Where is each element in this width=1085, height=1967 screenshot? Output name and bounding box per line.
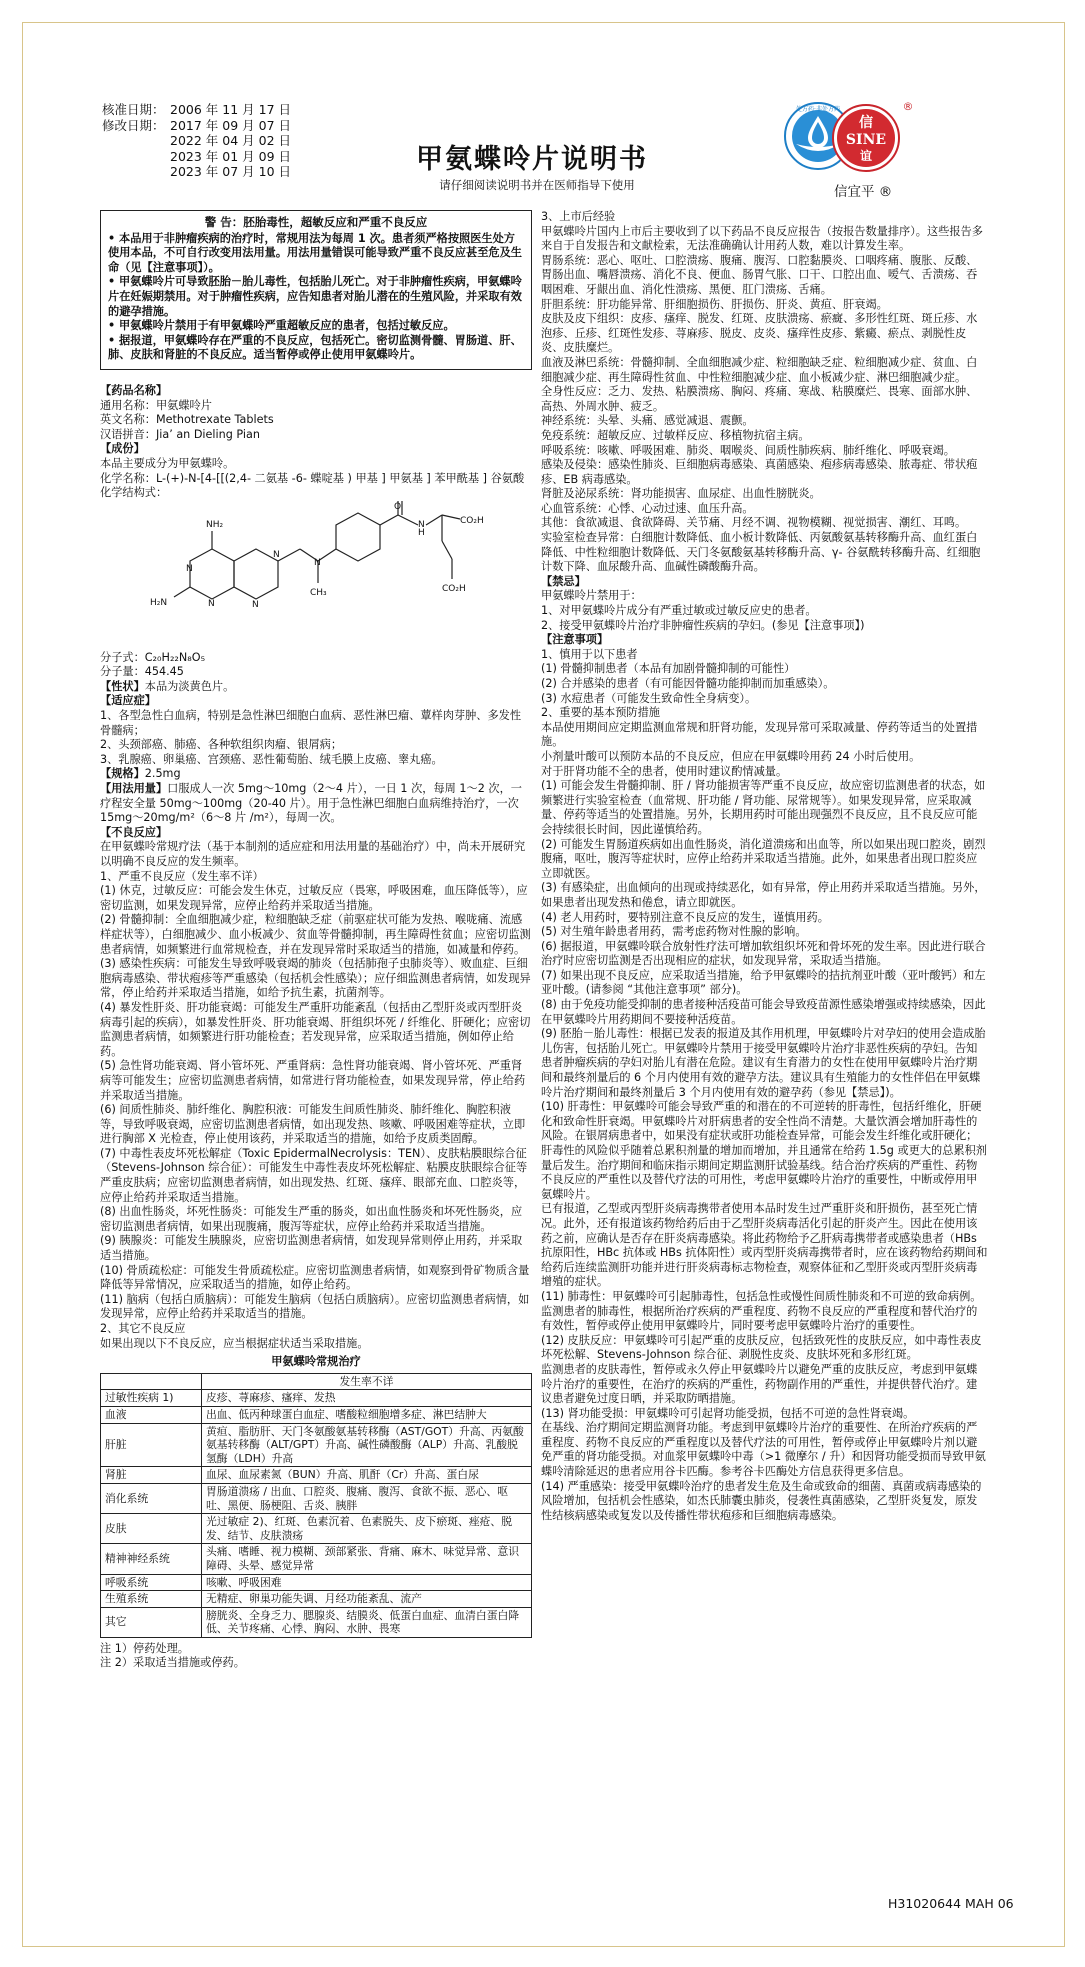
sine-logo-top: 信 xyxy=(859,115,873,131)
paragraph: 2、其它不良反应 xyxy=(100,1322,186,1335)
paragraph: 化学名称：L-(+)-N-[4-[[(2,4- 二氨基 -6- 蝶啶基 ) 甲基 ] 甲氨基 ] 苯甲酰基 ] 谷氨酸 xyxy=(100,471,525,485)
paragraph: (11) 肺毒性：甲氨蝶呤可引起肺毒性，包括急性或慢性间质性肺炎和不可逆的致命病例。监测患者的肺毒性，根据所治疗疾病的严重程度、药物不良反应的严重程度和替代治疗的有效性，暂停或停止使用甲氨蝶呤片，同时要考虑甲氨蝶呤片治疗的重要性。 xyxy=(541,1289,982,1333)
paragraph: (3) 水痘患者（可能发生致命性全身病变）。 xyxy=(541,691,757,705)
section-heading: 【注意事项】 xyxy=(541,633,609,647)
sine-logo-bottom: 谊 xyxy=(859,149,873,163)
paragraph: 胃肠系统：恶心、呕吐、口腔溃疡、腹痛、腹泻、口腔黏膜炎、口咽疼痛、腹胀、反酸、胃肠出血、嘴唇溃疡、消化不良、便血、肠胃气胀、口干、口腔出血、嗳气、舌溃疡、吞咽困难、牙龈出血、消化性溃疡、黑便、肛门溃疡、舌痛。 xyxy=(541,253,978,296)
paragraph: 实验室检查异常：白细胞计数降低、血小板计数降低、丙氨酸氨基转移酶升高、血红蛋白降低、中性粒细胞计数降低、天门冬氨酸氨基转移酶升高、γ- 谷氨酰转移酶升高、红细胞计数下降、血尿酸升高、血碱性磷酸酶升高。 xyxy=(541,531,981,574)
table-row xyxy=(101,1514,532,1544)
paragraph: 本品主要成分为甲氨蝶呤。 xyxy=(100,456,235,470)
system-cell: 过敏性疾病 1) xyxy=(101,1390,202,1407)
paragraph: 【规格】2.5mg xyxy=(100,767,181,781)
chemical-structure xyxy=(130,501,490,651)
atom-label: N xyxy=(208,598,215,609)
paragraph: (5) 急性肾功能衰竭、肾小管坏死、严重肾病：急性肾功能衰竭、肾小管坏死、严重肾病等可能发生；应密切监测患者病情，如常进行肾功能检查，如果发现异常，停止给药并采取适当措施。 xyxy=(100,1059,526,1102)
paragraph: (10) 肝毒性：甲氨蝶呤可能会导致严重的和潜在的不可逆转的肝毒性，包括纤维化，肝硬化和致命性肝衰竭。甲氨蝶呤片对肝病患者的安全性尚不清楚。大量饮酒会增加肝毒性的风险。在银屑病患者中，如果没有症状或肝功能检查异常，可能会发生纤维化或肝硬化；肝毒性的风险似乎随着总累积剂量的增加而增加，并且通常在给药 1.5g 或更大的总累积剂量后发生。治疗期间和临床指示期间定期监测肝试验基线。结合治疗疾病的严重性、药物不良反应的严重性以及替代疗法的可用性，考虑甲氨蝶呤片治疗的重要性，中断或停用甲氨蝶呤片。 xyxy=(541,1100,987,1201)
reaction-cell: 胃肠道溃疡 / 出血、口腔炎、腹痛、腹泻、食欲不振、恶心、呕吐、黑便、肠梗阻、舌炎、胰胖 xyxy=(202,1483,532,1513)
paragraph: 呼吸系统：咳嗽、呼吸困难、肺炎、咽喉炎、间质性肺疾病、肺纤维化、呼吸衰竭。 xyxy=(541,443,955,457)
warning-item: • 甲氨蝶呤片可导致胚胎－胎儿毒性，包括胎儿死亡。对于非肿瘤性疾病，甲氨蝶呤片在妊娠期禁用。对于肿瘤性疾病，应告知患者对胎儿潜在的生殖风险，并采取有效的避孕措施。 xyxy=(108,275,522,318)
inline-heading: 【用法用量】 xyxy=(100,782,168,796)
section-heading: 【禁忌】 xyxy=(541,574,586,588)
document-title: 甲氨蝶呤片说明书 xyxy=(416,144,648,175)
sine-logo-icon xyxy=(818,100,914,184)
paragraph: 英文名称：Methotrexate Tablets xyxy=(100,413,274,427)
paragraph: 肝胆系统：肝功能异常、肝细胞损伤、肝损伤、肝炎、黄疸、肝衰竭。 xyxy=(541,297,888,311)
paragraph: (13) 肾功能受损：甲氨蝶呤可引起肾功能受损，包括不可逆的急性肾衰竭。 xyxy=(541,1406,915,1420)
paragraph: 【性状】本品为淡黄色片。 xyxy=(100,679,235,693)
structure-bonds xyxy=(174,501,460,599)
table-note: 注 2）采取适当措施或停药。 xyxy=(100,1656,245,1670)
table-row xyxy=(101,1544,532,1574)
section-heading: 【药品名称】 xyxy=(100,383,168,397)
table-row xyxy=(101,1406,532,1423)
section-heading: 【不良反应】 xyxy=(100,825,168,839)
paragraph: (4) 暴发性肝炎、肝功能衰竭：可能发生严重肝功能紊乱（包括由乙型肝炎或丙型肝炎病毒引起的疾病），如暴发性肝炎、肝功能衰竭、肝组织坏死 / 纤维化、肝硬化；应密切监测患者病情，如频繁进行肝功能检查；若发现异常，应采取适当措施，例如停止给药。 xyxy=(100,1000,531,1058)
paragraph: (3) 感染性疾病：可能发生导致呼吸衰竭的肺炎（包括肺孢子虫肺炎等）、败血症、巨细胞病毒感染、带状疱疹等严重感染（包括机会性感染）；应仔细监测患者病情，如发现异常，停止给药并采取适当措施，如给予抗生素，抗菌剂等。 xyxy=(100,957,531,1000)
table-note: 注 1）停药处理。 xyxy=(100,1641,189,1655)
table-header-cell: 发生率不详 xyxy=(202,1373,532,1390)
date-row: 2022 年 04 月 02 日 xyxy=(170,133,291,148)
table-row xyxy=(101,1483,532,1513)
paragraph: 1、对甲氨蝶呤片成分有严重过敏或过敏反应史的患者。 xyxy=(541,604,817,618)
reaction-cell: 血尿、血尿素氮（BUN）升高、肌酐（Cr）升高、蛋白尿 xyxy=(202,1467,532,1484)
indications-adverse-section xyxy=(100,651,532,1352)
table-row xyxy=(101,1607,532,1637)
atom-label: H xyxy=(418,527,425,538)
warning-item: • 甲氨蝶呤片禁用于有甲氨蝶呤严重超敏反应的患者，包括过敏反应。 xyxy=(108,319,455,333)
section-heading: 【适应症】 xyxy=(100,694,156,708)
paragraph: 本品使用期间应定期监测血常规和肝肾功能，发现异常可采取减量、停药等适当的处置措施。 xyxy=(541,720,978,749)
atom-label: CO₂H xyxy=(442,583,466,594)
paragraph: (6) 据报道，甲氨蝶呤联合放射性疗法可增加软组织坏死和骨坏死的发生率。因此进行联合治疗时应密切监测是否出现相应的症状，如发现异常，采取适当措施。 xyxy=(541,939,986,968)
system-cell: 精神神经系统 xyxy=(101,1544,202,1574)
warning-title: 警 告：胚胎毒性，超敏反应和严重不良反应 xyxy=(204,215,428,229)
paragraph: (2) 合并感染的患者（有可能因骨髓功能抑制而加重感染）。 xyxy=(541,677,835,690)
reaction-cell: 出血、低丙种球蛋白血症、嗜酸粒细胞增多症、淋巴结肿大 xyxy=(202,1406,532,1423)
reaction-cell: 皮疹、荨麻疹、瘙痒、发热 xyxy=(202,1390,532,1407)
paragraph: 汉语拼音：Jia’ an Dieling Pian xyxy=(100,427,260,441)
atom-label: CH₃ xyxy=(310,587,327,598)
paragraph: 甲氨蝶呤片禁用于： xyxy=(541,589,642,603)
reaction-cell: 咳嗽、呼吸困难 xyxy=(202,1574,532,1591)
system-cell: 生殖系统 xyxy=(101,1591,202,1608)
paragraph: 1、慎用于以下患者 xyxy=(541,647,638,661)
left-column xyxy=(100,210,532,1671)
system-cell: 消化系统 xyxy=(101,1483,202,1513)
paragraph: 分子量：454.45 xyxy=(100,665,184,679)
paragraph: 1、严重不良反应（发生率不详） xyxy=(100,869,264,883)
paragraph: 肾脏及泌尿系统：肾功能损害、血尿症、出血性膀胱炎。 xyxy=(541,487,821,501)
paragraph: (12) 皮肤反应：甲氨蝶呤可引起严重的皮肤反应，包括致死性的皮肤反应，如中毒性表皮坏死松解、Stevens-Johnson 综合征、剥脱性皮炎、皮肤坏死和多形红斑。 xyxy=(541,1333,982,1362)
paragraph: (6) 间质性肺炎、肺纤维化、胸腔积液：可能发生间质性肺炎、肺纤维化、胸腔积液等，导致呼吸衰竭，应密切监测患者病情，如出现发热、咳嗽、呼吸困难等症状，立即进行胸部 X 光检查，停止使用该药，并采取适当的措施，如给予皮质类固醇。 xyxy=(100,1103,526,1146)
paragraph: 化学结构式： xyxy=(100,486,168,500)
system-cell: 肝脏 xyxy=(101,1423,202,1467)
atom-label: H₂N xyxy=(150,597,168,608)
system-cell: 其它 xyxy=(101,1607,202,1637)
date-row: 2023 年 07 月 10 日 xyxy=(170,164,291,179)
paragraph: (1) 可能会发生骨髓抑制、肝 / 肾功能损害等严重不良反应，故应密切监测患者的状态，如频繁进行实验室检查（血常规、肝功能 / 肾功能、尿常规等）。如果发现异常，应采取减量、停药等适当的处置措施。另外，长期用药时可能出现强烈不良反应，且不良反应可能会持续很长时间，因此谨慎给药。 xyxy=(541,779,986,836)
paragraph: (2) 可能发生胃肠道疾病如出血性肠炎，消化道溃疡和出血等，所以如果出现口腔炎，剧烈腹痛，呕吐，腹泻等症状时，应停止给药并采取适当措施。此外，如果患者出现口腔炎应立即就医。 xyxy=(541,837,986,880)
document-subtitle: 请仔细阅读说明书并在医师指导下使用 xyxy=(439,178,635,192)
table-row xyxy=(101,1574,532,1591)
reaction-cell: 黄疸、脂肪肝、天门冬氨酸氨基转移酶（AST/GOT）升高、丙氨酸氨基转移酶（ALT/GPT）升高、碱性磷酸酶（ALP）升高、乳酸脱氢酶（LDH）升高 xyxy=(202,1423,532,1467)
paragraph: (4) 老人用药时，要特别注意不良反应的发生，谨慎用药。 xyxy=(541,910,829,924)
paragraph: 在基线、治疗期间定期监测肾功能。考虑到甲氨蝶呤片治疗的重要性、在所治疗疾病的严重程度、药物不良反应的严重程度以及替代疗法的可用性，暂停或停止甲氨蝶呤片剂以避免严重的肾功能受损。对血浆甲氨蝶呤中毒（>1 微摩尔 / 升）和因肾功能受损而导致甲氨蝶呤清除延迟的患者应用谷卡匹酶。参考谷卡匹酶处方信息获得更多信息。 xyxy=(541,1421,986,1479)
boxed-warning xyxy=(100,210,532,370)
paragraph: (2) 骨髓抑制：全血细胞减少症，粒细胞缺乏症（前驱症状可能为发热、喉咙痛、流感样症状等），白细胞减少、血小板减少、贫血等骨髓抑制，再生障碍性贫血；应密切监测患者病情，如频繁进行血常规检查，并在发现异常时采取适当的措施，如减量和停药。 xyxy=(100,913,531,956)
table-row xyxy=(101,1423,532,1467)
adverse-reaction-table xyxy=(100,1373,532,1638)
atom-label: N xyxy=(314,557,321,568)
paragraph: 3、上市后经验 xyxy=(541,210,616,223)
paragraph: (14) 严重感染：接受甲氨蝶呤治疗的患者发生危及生命或致命的细菌、真菌或病毒感染的风险增加，包括机会性感染，如杰氏肺囊虫肺炎，侵袭性真菌感染，乙型肝炎复发，原发性结核病感染或复发以及传播性带状疱疹和巨细胞病毒感染。 xyxy=(541,1479,982,1522)
paragraph: (9) 胰腺炎：可能发生胰腺炎，应密切监测患者病情，如发现异常则停止用药，并采取适当措施。 xyxy=(100,1234,523,1263)
atom-label: N xyxy=(418,519,425,530)
table-row xyxy=(101,1467,532,1484)
atom-label: N xyxy=(186,563,193,574)
warning-item: • 据报道，甲氨蝶呤存在严重的不良反应，包括死亡。密切监测骨髓、胃肠道、肝、肺、皮肤和肾脏的不良反应。适当暂停或停止使用甲氨蝶呤片。 xyxy=(108,333,522,362)
drug-info-section xyxy=(100,384,532,501)
paragraph: 免疫系统：超敏反应、过敏样反应、移植物抗宿主病。 xyxy=(541,428,810,442)
paragraph: 如果出现以下不良反应，应当根据症状适当采取措施。 xyxy=(100,1336,369,1350)
registered-mark: ® xyxy=(902,100,914,113)
paragraph: 在甲氨蝶呤常规疗法（基于本制剂的适应症和用法用量的基础治疗）中，尚未开展研究以明确不良反应的发生频率。 xyxy=(100,840,526,868)
otc-logo-text: 处方药·非处方药 xyxy=(796,106,840,113)
paragraph: (1) 骨髓抑制患者（本品有加剧骨髓抑制的可能性） xyxy=(541,662,796,676)
system-cell: 呼吸系统 xyxy=(101,1574,202,1591)
system-cell: 血液 xyxy=(101,1406,202,1423)
reaction-cell: 光过敏症 2)、红斑、色素沉着、色素脱失、皮下瘀斑、痤疮、脱发、结节、皮肤溃疡 xyxy=(202,1514,532,1544)
paragraph: 已有报道，乙型或丙型肝炎病毒携带者使用本品时发生过严重肝炎和肝损伤，甚至死亡情况。此外，还有报道该药物给药后由于乙型肝炎病毒活化引起的肝炎产生。因此在使用该药之前，应确认是否存在肝炎病毒感染。将此药物给予乙肝病毒携带者或感染患者（HBs 抗原阳性，HBc 抗体或 HBs 抗体阳性）或丙型肝炎病毒携带者时，应在该药物给药期间和给药后连续监测肝功能并进行肝炎病毒标志物检查，观察体征和乙型肝炎或丙型肝炎病毒增殖的症状。 xyxy=(541,1202,988,1289)
section-heading: 【成份】 xyxy=(100,442,145,456)
paragraph: (9) 胚胎－胎儿毒性：根据已发表的报道及其作用机理，甲氨蝶呤片对孕妇的使用会造成胎儿伤害，包括胎儿死亡。甲氨蝶呤片禁用于接受甲氨蝶呤片治疗非恶性疾病的孕妇。告知患者肿瘤疾病的孕妇对胎儿有潜在危险。建议有生育潜力的女性在使用甲氨蝶呤片治疗期间和最终剂量后的 6 个月内使用有效的避孕方法。建议具有生殖能力的女性伴侣在甲氨蝶呤片治疗期间和最终剂量后 3 个月内使用有效的避孕药（参见【禁忌】)。 xyxy=(541,1027,986,1099)
date-row: 修改日期： 2017 年 09 月 07 日 xyxy=(102,117,291,133)
paragraph: 【用法用量】口服成人一次 5mg～10mg（2～4 片），一日 1 次，每周 1～2 次，一疗程安全量 50mg～100mg（20-40 片）。用于急性淋巴细胞白血病维持治疗，一次 15mg～20mg/m²（6～8 片 /m²），每周一次。 xyxy=(100,782,522,825)
reaction-cell: 无精症、卵巢功能失调、月经功能紊乱、流产 xyxy=(202,1591,532,1608)
paragraph: 血液及淋巴系统：骨髓抑制、全血细胞减少症、粒细胞缺乏症、粒细胞减少症、贫血、白细胞减少症、再生障碍性贫血、中性粒细胞减少症、血小板减少症、淋巴细胞减少症。 xyxy=(541,355,978,384)
paragraph: 小剂量叶酸可以预防本品的不良反应，但应在甲氨蝶呤用药 24 小时后使用。 xyxy=(541,749,921,763)
document-code: H31020644 MAH 06 xyxy=(888,1896,1014,1911)
atom-label: O xyxy=(394,501,402,512)
paragraph: 3、乳腺癌、卵巢癌、宫颈癌、恶性葡萄胎、绒毛膜上皮癌、睾丸癌。 xyxy=(100,752,443,766)
paragraph: (10) 骨质疏松症：可能发生骨质疏松症。应密切监测患者病情，如观察到骨矿物质含量降低等异常情况，应采取适当的措施，如停止给药。 xyxy=(100,1263,530,1292)
paragraph: 对于肝肾功能不全的患者，使用时建议酌情减量。 xyxy=(541,764,788,778)
table-title: 甲氨蝶呤常规治疗 xyxy=(271,1355,361,1369)
paragraph: (7) 中毒性表皮坏死松解症（Toxic EpidermalNecrolysis：TEN）、皮肤粘膜眼综合征（Stevens-Johnson 综合征）：可能发生中毒性表皮坏死松解症、粘膜皮肤眼综合征等严重皮肤病；应密切监测患者病情，如出现发热、红斑、瘙痒、眼部充血、口腔炎等，应停止给药并采取适当措施。 xyxy=(100,1146,528,1204)
paragraph: (3) 有感染症，出血倾向的出现或持续恶化，如有异常，停止用药并采取适当措施。另外，如果患者出现发热和倦怠，请立即就医。 xyxy=(541,881,986,909)
paragraph: 2、头颈部癌、肺癌、各种软组织肉瘤、银屑病； xyxy=(100,738,343,752)
table-notes xyxy=(100,1642,532,1671)
atom-label: N xyxy=(252,599,259,610)
date-row: 2023 年 01 月 09 日 xyxy=(170,148,291,164)
paragraph: 神经系统：头晕、头痛、感觉减退、震颤。 xyxy=(541,414,754,428)
atom-label: N xyxy=(273,549,280,560)
paragraph: (5) 对生殖年龄患者用药，需考虑药物对性腺的影响。 xyxy=(541,925,807,939)
paragraph: (8) 出血性肠炎，坏死性肠炎：可能发生严重的肠炎，如出血性肠炎和坏死性肠炎，应密切监测患者病情，如果出现腹痛，腹泻等症状，应停止给药并采取适当措施。 xyxy=(100,1205,523,1233)
paragraph: 监测患者的皮肤毒性，暂停或永久停止甲氨蝶呤片以避免严重的皮肤反应，考虑到甲氨蝶呤片治疗的重要性，在治疗的疾病的严重性，药物副作用的严重性，并提供替代治疗。建议患者避免过度日晒，并采取防晒措施。 xyxy=(541,1362,978,1406)
paragraph: 全身性反应：乏力、发热、粘膜溃疡、胸闷、疼痛、寒战、粘膜糜烂、畏寒、面部水肿、高热、外周水肿、疲乏。 xyxy=(541,385,978,413)
paragraph: 1、各型急性白血病，特别是急性淋巴细胞白血病、恶性淋巴瘤、蕈样肉芽肿、多发性骨髓病； xyxy=(100,709,522,737)
paragraph: 分子式：C₂₀H₂₂N₈O₅ xyxy=(100,650,206,664)
paragraph: (7) 如果出现不良反应，应采取适当措施，给予甲氨蝶呤的拮抗剂亚叶酸（亚叶酸钙）和左亚叶酸。(请参阅 “其他注意事项” 部分)。 xyxy=(541,968,986,997)
paragraph: 通用名称：甲氨蝶呤片 xyxy=(100,398,212,412)
table-row xyxy=(101,1390,532,1407)
paragraph: (8) 由于免疫功能受抑制的患者接种活疫苗可能会导致疫苗源性感染增强或持续感染，因此在甲氨蝶呤片用药期间不要接种活疫苗。 xyxy=(541,998,986,1026)
system-cell: 皮肤 xyxy=(101,1514,202,1544)
revision-dates xyxy=(102,102,291,180)
paragraph: 心血管系统：心悸、心动过速、血压升高。 xyxy=(541,501,754,515)
inline-heading: 【规格】 xyxy=(100,767,145,781)
paragraph: 感染及侵染：感染性肺炎、巨细胞病毒感染、真菌感染、疱疹病毒感染、脓毒症、带状疱疹、EB 病毒感染。 xyxy=(541,458,978,486)
paragraph: (1) 休克，过敏反应：可能会发生休克，过敏反应（畏寒，呼吸困难，血压降低等），应密切监测，如果发现异常，应停止给药并采取适当措施。 xyxy=(100,884,528,912)
table-row xyxy=(101,1591,532,1608)
atom-label: NH₂ xyxy=(206,519,224,530)
paragraph: 2、接受甲氨蝶呤片治疗非肿瘤性疾病的孕妇。(参见【注意事项】) xyxy=(541,618,865,632)
date-row: 核准日期： 2006 年 11 月 17 日 xyxy=(102,102,291,117)
warning-item: • 本品用于非肿瘤疾病的治疗时，常规用法为每周 1 次。患者须严格按照医生处方使用本品，不可自行改变用法用量。用法用量错误可能导致严重不良反应甚至危及生命（见【注意事项】）。 xyxy=(108,231,522,274)
sine-logo-mid: SINE xyxy=(845,132,887,148)
reaction-cell: 膀胱炎、全身乏力、腮腺炎、结膜炎、低蛋白血症、血清白蛋白降低、关节疼痛、心悸、胸闷、水肿、畏寒 xyxy=(202,1607,532,1637)
inline-heading: 【性状】 xyxy=(100,679,145,693)
atom-label: CO₂H xyxy=(460,515,484,526)
table-header-row xyxy=(101,1373,532,1390)
paragraph: 皮肤及皮下组织：皮疹、瘙痒、脱发、红斑、皮肤溃疡、瘀癍、多形性红斑、斑丘疹、水泡疹、丘疹、红斑性发疹、荨麻疹、脱皮、皮炎、瘙痒性皮疹、紫癜、瘀点、剥脱性皮炎、皮肤糜烂。 xyxy=(541,312,978,355)
system-cell: 肾脏 xyxy=(101,1467,202,1484)
paragraph: 2、重要的基本预防措施 xyxy=(541,706,660,720)
right-column xyxy=(541,210,988,1523)
brand-name: 信宜平 ® xyxy=(834,184,893,200)
paragraph: 其他：食欲减退、食欲降碍、关节痛、月经不调、视物模糊、视觉损害、潮红、耳鸣。 xyxy=(541,516,967,530)
paragraph: (11) 脑病（包括白质脑病）：可能发生脑病（包括白质脑病）。应密切监测患者病情，如发现异常，应停止给药并采取适当的措施。 xyxy=(100,1292,530,1321)
reaction-cell: 头痛、嗜睡、视力模糊、颈部紧张、背痛、麻木、味觉异常、意识障碍、头晕、感觉异常 xyxy=(202,1544,532,1574)
paragraph: 甲氨蝶呤片国内上市后主要收到了以下药品不良反应报告（按报告数量排序）。这些报告多来自于自发报告和文献检索，无法准确确认计用药人数，难以计算发生率。 xyxy=(541,224,983,253)
